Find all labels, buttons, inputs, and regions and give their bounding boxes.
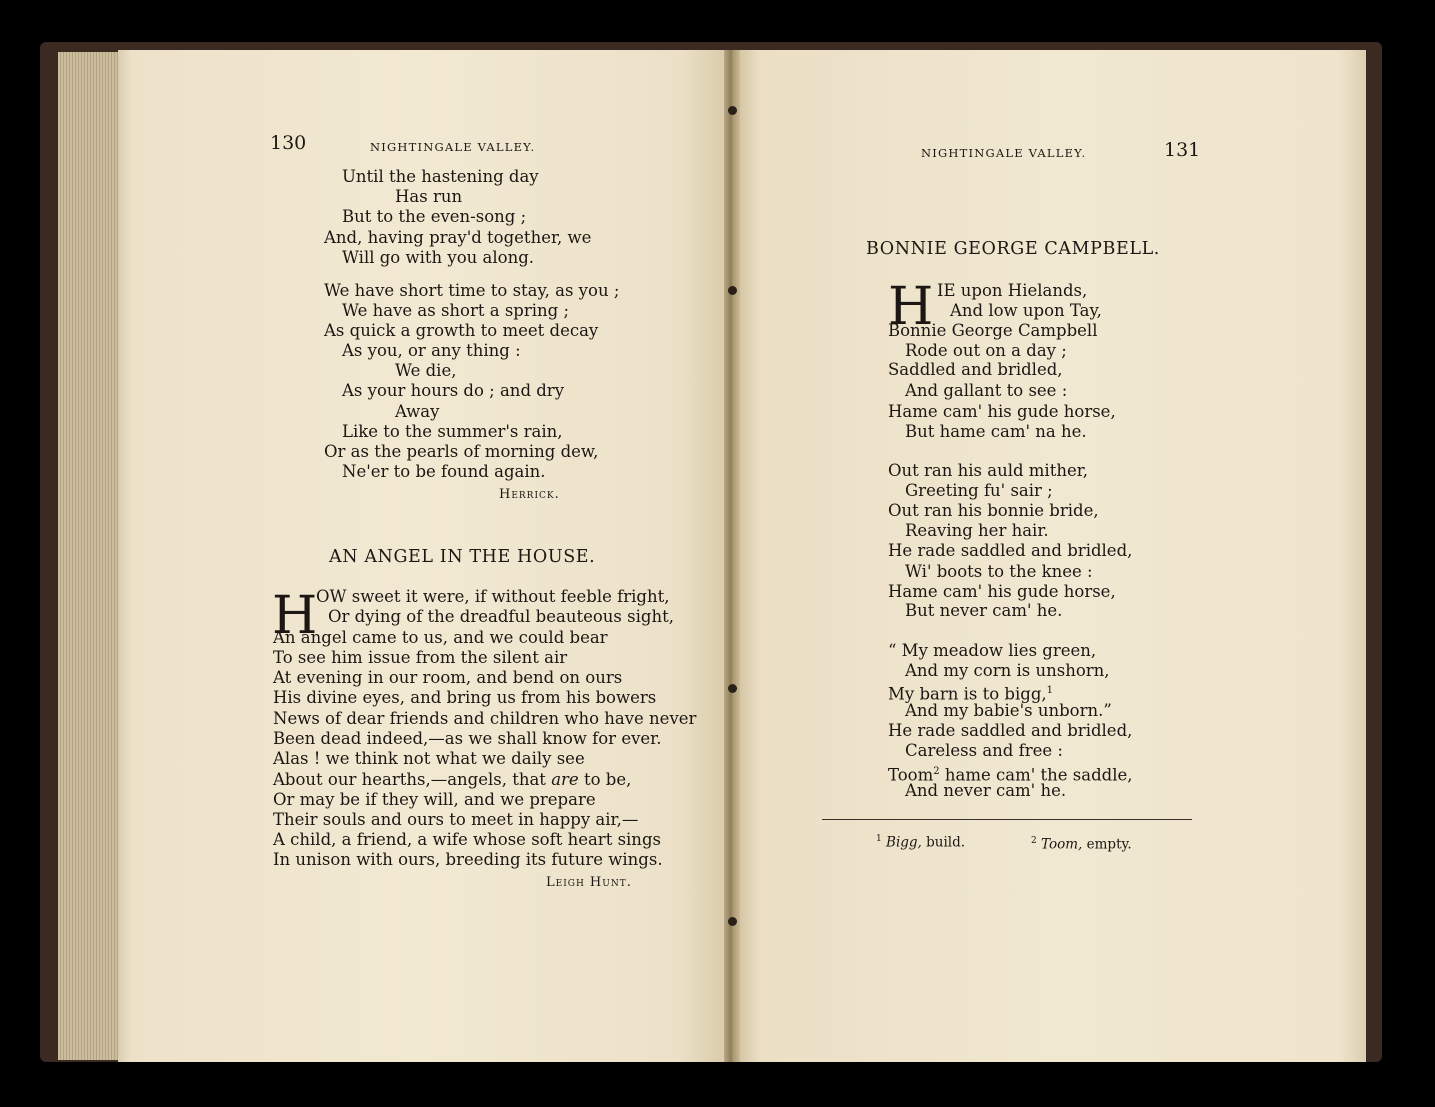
poem-line: We have as short a spring ; <box>342 301 570 320</box>
book-gutter <box>724 50 740 1062</box>
poem-line: Out ran his bonnie bride, <box>888 501 1099 520</box>
poem-line-text: My barn is to bigg, <box>888 684 1047 704</box>
poem-line: Wi' boots to the knee : <box>905 562 1093 581</box>
binding-stitch <box>728 286 737 295</box>
poem-line: Out ran his auld mither, <box>888 461 1089 480</box>
page-edges <box>58 52 120 1060</box>
poem-line: Hame cam' his gude horse, <box>888 402 1116 421</box>
poem-line: A child, a friend, a wife whose soft heart sings <box>273 830 661 849</box>
poem-line: And my babie's unborn.” <box>905 701 1112 720</box>
poem-line: IE upon Hielands, <box>937 281 1088 300</box>
poem-line: But to the even-song ; <box>342 207 527 226</box>
poem-line: But never cam' he. <box>905 601 1063 620</box>
binding-stitch <box>728 106 737 115</box>
poem-line: And, having pray'd together, we <box>324 228 592 247</box>
footnote-rule <box>822 819 1192 820</box>
page-number-left: 130 <box>270 132 307 154</box>
footnote-word: Bigg, <box>886 834 922 851</box>
footnote-mark: 1 <box>876 834 882 844</box>
poem-line: And my corn is unshorn, <box>905 661 1110 680</box>
poem-line: Rode out on a day ; <box>905 341 1067 360</box>
binding-stitch <box>728 684 737 693</box>
poem-line: To see him issue from the silent air <box>273 648 568 667</box>
poem-line: Alas ! we think not what we daily see <box>273 749 585 768</box>
poem-line: News of dear friends and children who have never <box>273 709 697 728</box>
poem-line-start: About our hearths,—angels, that <box>273 770 546 789</box>
poem-line: And never cam' he. <box>905 781 1067 800</box>
poem-line <box>273 770 631 790</box>
poem-line: Saddled and bridled, <box>888 360 1063 379</box>
poem-line-end: hame cam' the saddle, <box>939 765 1133 785</box>
drop-cap: H <box>272 586 318 646</box>
footnote-gloss: empty. <box>1082 836 1132 853</box>
footnote-mark: 2 <box>1031 836 1037 846</box>
page-number-right: 131 <box>1164 139 1201 161</box>
binding-stitch <box>728 917 737 926</box>
poem-line: Until the hastening day <box>342 167 539 186</box>
poem-line: Their souls and ours to meet in happy air,— <box>273 810 639 829</box>
footnote-ref: 1 <box>1046 685 1054 696</box>
poem-line: An angel came to us, and we could bear <box>273 628 608 647</box>
poem-line: In unison with ours, breeding its future wings. <box>273 850 663 869</box>
italic-word: are <box>551 770 579 789</box>
poem-line: Or may be if they will, and we prepare <box>273 790 596 809</box>
poem-line: He rade saddled and bridled, <box>888 721 1133 740</box>
poem-line: Will go with you along. <box>342 248 534 267</box>
poem-line: And gallant to see : <box>905 381 1068 400</box>
poem-author: Leigh Hunt. <box>546 875 632 890</box>
poem-line: Ne'er to be found again. <box>342 462 546 481</box>
poem-line-end: to be, <box>578 770 632 789</box>
poem-line: His divine eyes, and bring us from his bowers <box>273 688 657 707</box>
poem-line: Or dying of the dreadful beauteous sight, <box>328 607 674 626</box>
poem-line: As you, or any thing : <box>342 341 521 360</box>
poem-line: We die, <box>395 361 457 380</box>
poem-line: Has run <box>395 187 463 206</box>
poem-line: We have short time to stay, as you ; <box>324 281 620 300</box>
poem-line: “ My meadow lies green, <box>888 641 1097 660</box>
poem-author: Herrick. <box>499 487 560 502</box>
running-head-left: NIGHTINGALE VALLEY. <box>370 140 536 154</box>
poem-line: OW sweet it were, if without feeble fright, <box>316 587 670 606</box>
poem-line: At evening in our room, and bend on ours <box>273 668 623 687</box>
footnote <box>1031 831 1132 855</box>
poem-line: Hame cam' his gude horse, <box>888 582 1116 601</box>
poem-title: BONNIE GEORGE CAMPBELL. <box>866 239 1160 259</box>
poem-line-text: Toom <box>888 765 934 785</box>
footnote-gloss: build. <box>921 834 966 851</box>
poem-line: Or as the pearls of morning dew, <box>324 442 599 461</box>
footnote-ref: 2 <box>933 766 940 777</box>
poem-line: Been dead indeed,—as we shall know for ever. <box>273 729 662 748</box>
poem-line: As your hours do ; and dry <box>342 381 565 400</box>
poem-line: Like to the summer's rain, <box>342 422 563 441</box>
poem-line: Careless and free : <box>905 741 1063 760</box>
footnote-word: Toom, <box>1041 836 1083 853</box>
poem-line: Greeting fu' sair ; <box>905 481 1053 500</box>
running-head-right: NIGHTINGALE VALLEY. <box>921 146 1087 160</box>
poem-line: But hame cam' na he. <box>905 422 1087 441</box>
poem-line: Bonnie George Campbell <box>888 321 1098 340</box>
drop-cap: H <box>888 277 934 337</box>
poem-line: Away <box>395 402 440 421</box>
poem-line: He rade saddled and bridled, <box>888 541 1133 560</box>
footnote <box>876 829 965 853</box>
poem-line: As quick a growth to meet decay <box>324 321 599 340</box>
poem-line: And low upon Tay, <box>950 301 1102 320</box>
poem-line: Reaving her hair. <box>905 521 1049 540</box>
poem-title: AN ANGEL IN THE HOUSE. <box>329 547 596 567</box>
